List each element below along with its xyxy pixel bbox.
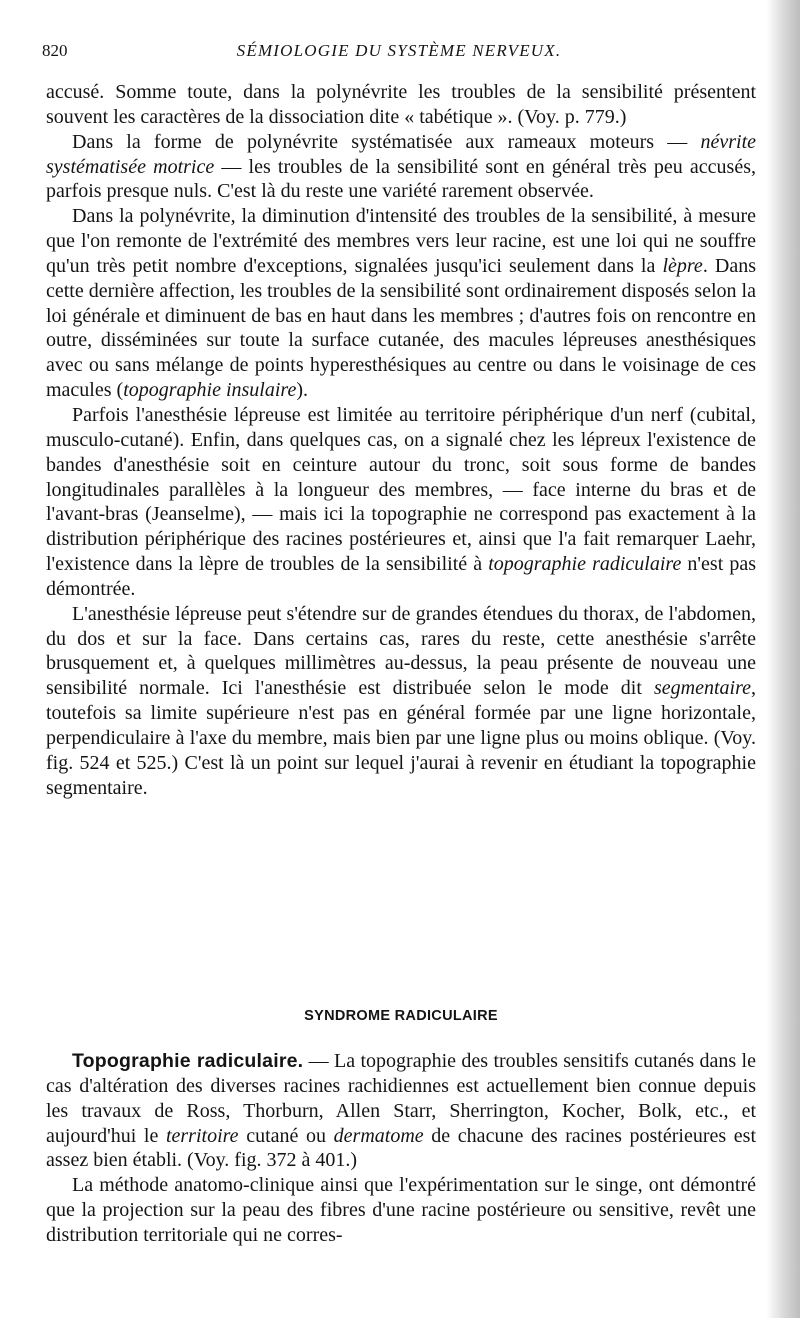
run-in-heading: Topographie radiculaire. [72, 1050, 304, 1072]
body-text-upper [46, 80, 756, 800]
paragraph: Parfois l'anesthésie lépreuse est limitée au territoire périphérique d'un nerf (cubital, musculo-cutané). Enfin, dans quelques cas, on a signalé chez les lépreux l'existence de bandes d'anesthésie soit en ceinture autour du tronc, soit sous forme de bandes longitudinales parallèles à la longueur des membres, — face interne du bras et de l'avant-bras (Jeanselme), — mais ici la topographie ne correspond pas exactement à la distribution périphérique des racines postérieures et, ainsi que l'a fait remarquer Laehr, l'existence dans la lèpre de troubles de la sensibilité à topographie radiculaire n'est pas démontrée. [46, 403, 757, 600]
page-edge-shadow [766, 0, 800, 1318]
paragraph: Dans la forme de polynévrite systématisée aux rameaux moteurs — névrite systématisée motrice — les troubles de la sensibilité sont en général très peu accusés, parfois presque nuls. C'est là du reste une variété rarement observée. [46, 130, 756, 203]
running-header [42, 38, 756, 64]
paragraph: Dans la polynévrite, la diminution d'intensité des troubles de la sensibilité, à mesure que l'on remonte de l'extrémité des membres vers leur racine, est une loi qui ne souffre qu'un très petit nombre d'exceptions, signalées jusqu'ici seulement dans la lèpre. Dans cette dernière affection, les troubles de la sensibilité sont ordinairement disposés selon la loi générale et diminuent de bas en haut dans les membres ; d'autres fois on rencontre en outre, disséminées sur toute la surface cutanée, des macules lépreuses anesthésiques avec ou sans mélange de points hyperesthésiques au centre ou dans le voisinage de ces macules (topographie insulaire). [46, 205, 756, 402]
page-number: 820 [42, 41, 68, 60]
paragraph: La méthode anatomo-clinique ainsi que l'expérimentation sur le singe, ont démontré que la projection sur la peau des fibres d'une racine postérieure ou sensitive, revêt une distribution territoriale qui ne corres- [46, 1174, 756, 1246]
paragraph: accusé. Somme toute, dans la polynévrite les troubles de la sensibilité présentent souvent les caractères de la dissociation dite « tabétique ». (Voy. p. 779.) [46, 81, 756, 128]
body-text-lower [46, 1049, 756, 1248]
paragraph: Topographie radiculaire. — La topographie des troubles sensitifs cutanés dans le cas d'altération des diverses racines rachidiennes est actuellement bien connue depuis les travaux de Ross, Thorburn, Allen Starr, Sherrington, Kocher, Bolk, etc., et aujourd'hui le territoire cutané ou dermatome de chacune des racines postérieures est assez bien établi. (Voy. fig. 372 à 401.) [46, 1050, 757, 1172]
paragraph: L'anesthésie lépreuse peut s'étendre sur de grandes étendues du thorax, de l'abdomen, du dos et sur la face. Dans certains cas, rares du reste, cette anesthésie s'arrête brusquement et, à quelques millimètres au-dessus, la peau présente de nouveau une sensibilité normale. Ici l'anesthésie est distribuée selon le mode dit segmentaire, toutefois sa limite supérieure n'est pas en général formée par une ligne horizontale, perpendiculaire à l'axe du membre, mais bien par une ligne plus ou moins oblique. (Voy. fig. 524 et 525.) C'est là un point sur lequel j'aurai à revenir en étudiant la topographie segmentaire. [46, 602, 756, 799]
section-heading: SYNDROME RADICULAIRE [304, 1008, 498, 1024]
running-title: SÉMIOLOGIE DU SYSTÈME NERVEUX. [236, 41, 562, 60]
